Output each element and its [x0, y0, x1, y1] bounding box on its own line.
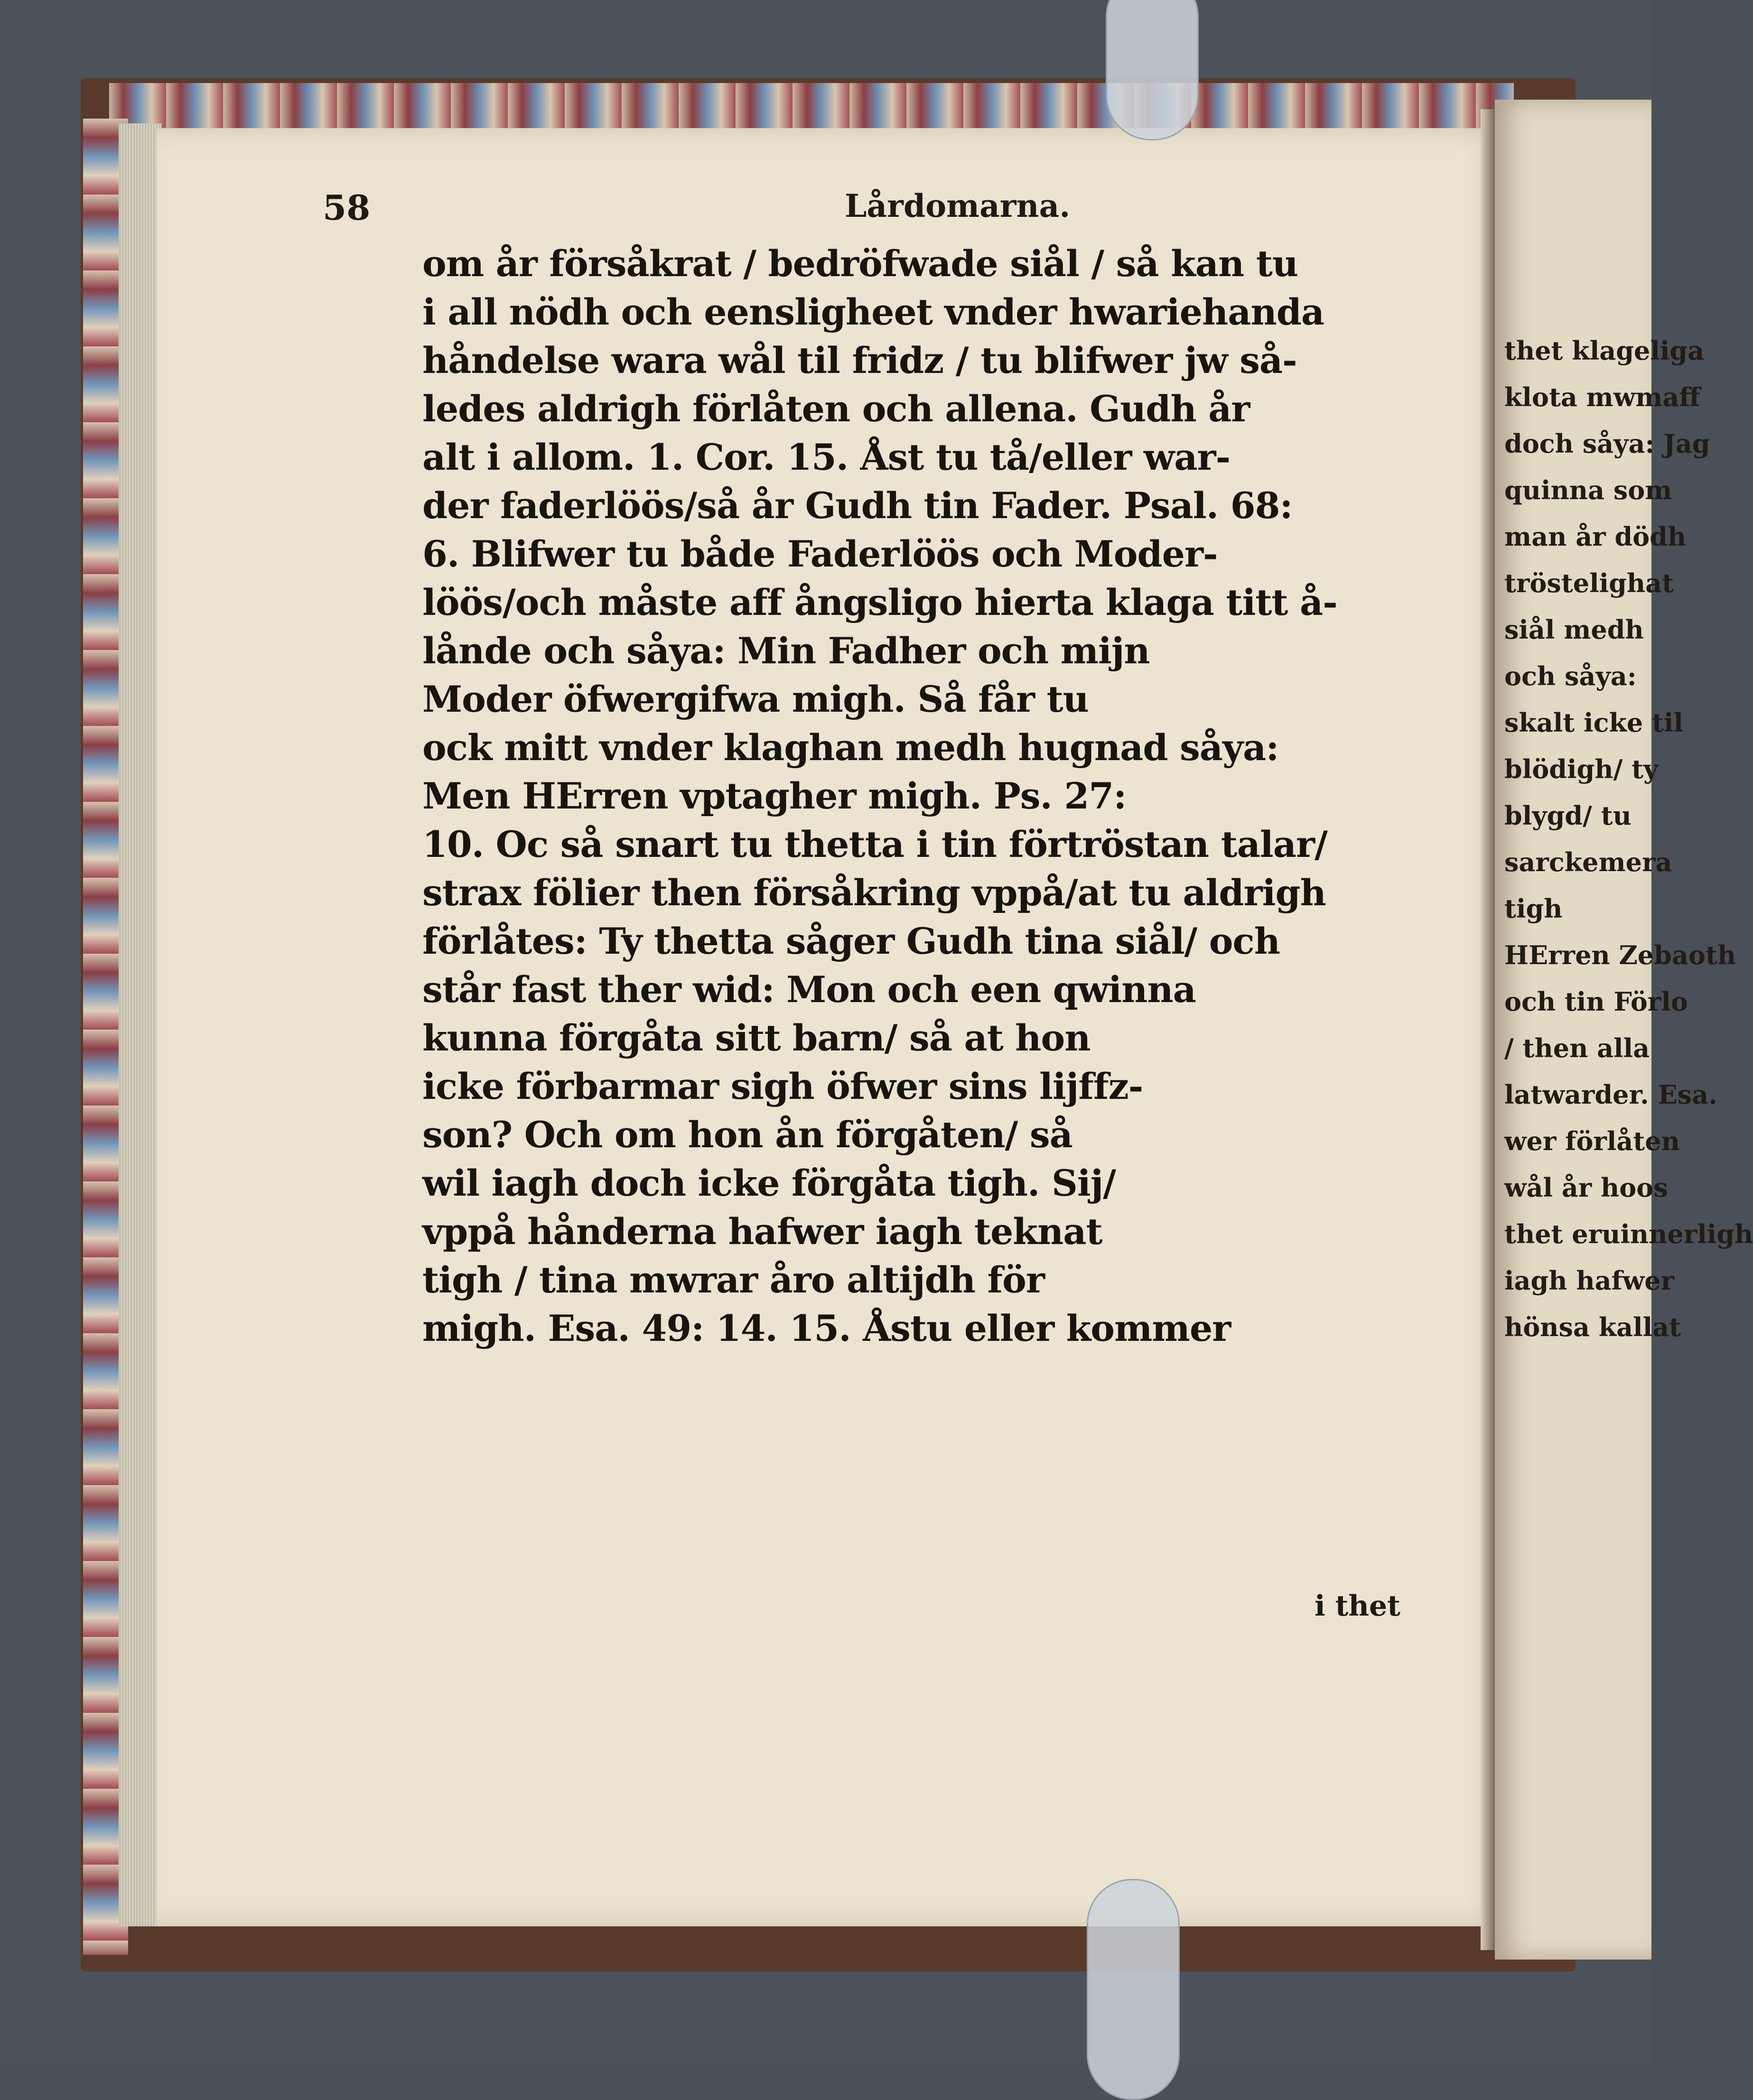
text-line: kunna förgåta sitt barn/ så at hon: [422, 1017, 1091, 1059]
right-page-line: thet eruinnerligh: [1504, 1219, 1753, 1249]
body-text: [422, 240, 1390, 1353]
right-page-line: blödigh/ ty: [1504, 754, 1659, 784]
text-line: son? Och om hon ån förgåten/ så: [422, 1114, 1072, 1156]
text-line: icke förbarmar sigh öfwer sins lijffz-: [422, 1065, 1143, 1107]
text-line: står fast ther wid: Mon och een qwinna: [422, 968, 1196, 1011]
right-page-line: wål år hoos: [1504, 1172, 1668, 1203]
right-page-line: iagh hafwer: [1504, 1265, 1675, 1296]
right-page-line: / then alla: [1504, 1033, 1650, 1063]
text-line: 10. Oc så snart tu thetta i tin förtröstan talar/: [422, 823, 1327, 865]
right-page-line: wer förlåten: [1504, 1126, 1680, 1156]
text-line: ock mitt vnder klaghan medh hugnad såya:: [422, 726, 1279, 769]
right-page-line: latwarder. Esa.: [1504, 1079, 1717, 1110]
right-page-line: man år dödh: [1504, 521, 1687, 552]
right-page-line: blygd/ tu: [1504, 800, 1632, 831]
right-page-line: skalt icke til: [1504, 707, 1683, 738]
text-line: Men HErren vptagher migh. Ps. 27:: [422, 775, 1127, 817]
right-page-line: sarckemera: [1504, 847, 1672, 877]
text-line: håndelse wara wål til fridz / tu blifwer jw så-: [422, 339, 1297, 381]
text-line: om år försåkrat / bedröfwade siål / så kan tu: [422, 242, 1298, 285]
text-line: Moder öfwergifwa migh. Så får tu: [422, 678, 1089, 720]
text-line: löös/och måste aff ångsligo hierta klaga titt å-: [422, 581, 1337, 623]
text-line: alt i allom. 1. Cor. 15. Åst tu tå/eller war-: [422, 436, 1231, 478]
text-line: ledes aldrigh förlåten och allena. Gudh år: [422, 388, 1250, 430]
right-page-line: thet klageliga: [1504, 335, 1705, 366]
text-line: förlåtes: Ty thetta såger Gudh tina siål/ och: [422, 920, 1280, 962]
text-line: vppå hånderna hafwer iagh teknat: [422, 1210, 1102, 1253]
page-clip-bottom: [1087, 1879, 1180, 2100]
right-page-line: och såya:: [1504, 661, 1637, 691]
right-page-line: doch såya: Jag: [1504, 428, 1710, 459]
right-page-line: tigh: [1504, 893, 1563, 924]
text-line: strax fölier then försåkring vppå/at tu aldrigh: [422, 872, 1326, 914]
page-edges: [119, 123, 161, 1926]
text-line: der faderlöös/så år Gudh tin Fader. Psal. 68:: [422, 484, 1293, 527]
page-number: 58: [323, 187, 371, 228]
right-page-text: [1504, 327, 1753, 1350]
text-line: lånde och såya: Min Fadher och mijn: [422, 630, 1150, 672]
right-page-line: quinna som: [1504, 475, 1672, 505]
right-page-line: och tin Förlo: [1504, 986, 1688, 1017]
right-page: [1495, 100, 1753, 1960]
right-page-line: tröstelighat: [1504, 568, 1674, 598]
page-clip-top: [1106, 0, 1199, 140]
page-header: [0, 187, 1651, 230]
right-page-line: HErren Zebaoth: [1504, 940, 1736, 970]
text-line: migh. Esa. 49: 14. 15. Åstu eller kommer: [422, 1307, 1231, 1349]
right-page-line: siål medh: [1504, 614, 1644, 645]
marbled-endpaper-top: [109, 83, 1514, 128]
catchword: i thet: [1315, 1589, 1400, 1623]
text-line: wil iagh doch icke förgåta tigh. Sij/: [422, 1162, 1116, 1204]
running-head: Lårdomarna.: [845, 187, 1071, 224]
text-line: 6. Blifwer tu både Faderlöös och Moder-: [422, 533, 1218, 575]
right-page-line: hönsa kallat: [1504, 1312, 1681, 1342]
right-page-line: klota mwmaff: [1504, 382, 1700, 412]
text-line: i all nödh och eensligheet vnder hwariehanda: [422, 291, 1324, 333]
text-line: tigh / tina mwrar åro altijdh för: [422, 1259, 1044, 1301]
